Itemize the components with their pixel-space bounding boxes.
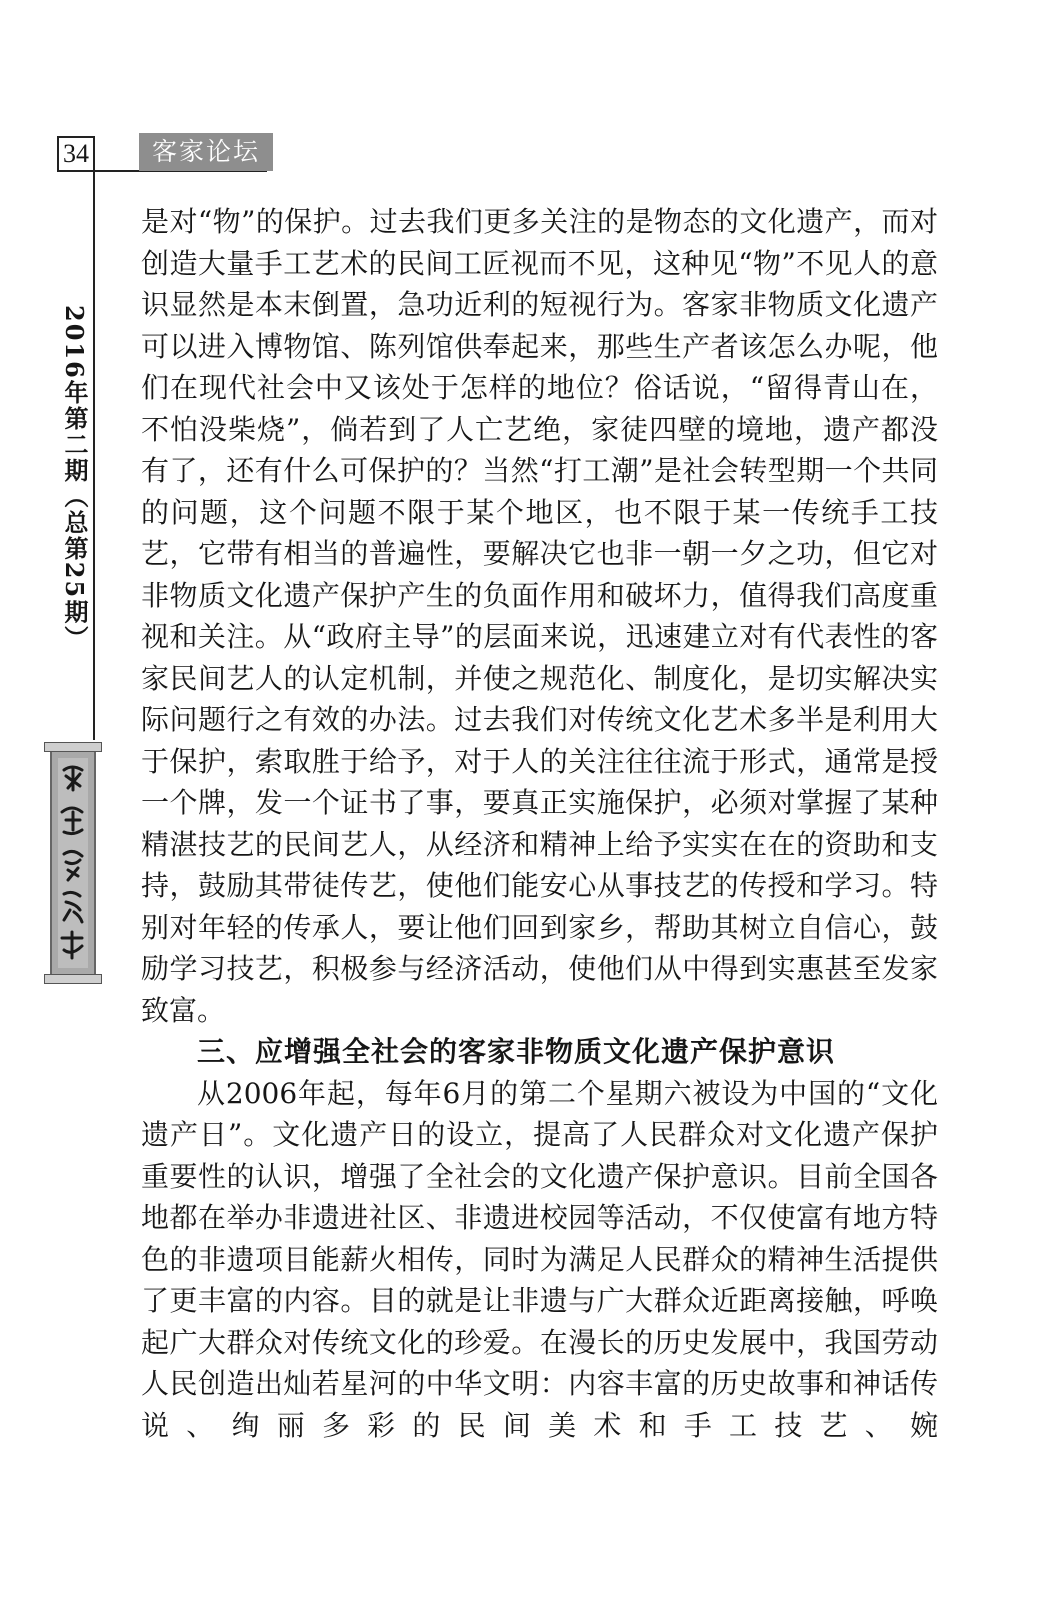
calligraphy-icon bbox=[44, 742, 102, 984]
page-number: 34 bbox=[57, 136, 95, 172]
paragraph: 是对“物”的保护。过去我们更多关注的是物态的文化遗产，而对创造大量手工艺术的民间工匠视而不见，这种见“物”不见人的意识显然是本末倒置，急功近利的短视行为。客家非物质文化遗产可以进入博物馆、陈列馆供奉起来，那些生产者该怎么办呢，他们在现代社会中又该处于怎样的地位？俗话说，“留得青山在，不怕没柴烧”，倘若到了人亡艺绝，家徒四壁的境地，遗产都没有了，还有什么可保护的？当然“打工潮”是社会转型期一个共同的问题，这个问题不限于某个地区，也不限于某一传统手工技艺，它带有相当的普遍性，要解决它也非一朝一夕之功，但它对非物质文化遗产保护产生的负面作用和破坏力，值得我们高度重视和关注。从“政府主导”的层面来说，迅速建立对有代表性的客家民间艺人的认定机制，并使之规范化、制度化，是切实解决实际问题行之有效的办法。过去我们对传统文化艺术多半是利用大于保护，索取胜于给予，对于人的关注往往流于形式，通常是授一个牌，发一个证书了事，要真正实施保护，必须对掌握了某种精湛技艺的民间艺人，从经济和精神上给予实实在在的资助和支持，鼓励其带徒传艺，使他们能安心从事技艺的传授和学习。特别对年轻的传承人，要让他们回到家乡，帮助其树立自信心，鼓励学习技艺，积极参与经济活动，使他们从中得到实惠甚至发家致富。 bbox=[141, 205, 938, 1027]
calligraphy-seal bbox=[44, 742, 102, 984]
article-body bbox=[141, 201, 938, 1446]
section-title: 客家论坛 bbox=[139, 133, 273, 171]
margin-rule bbox=[93, 150, 95, 740]
section-heading: 三、应增强全社会的客家非物质文化遗产保护意识 bbox=[197, 1035, 836, 1068]
paragraph: 从2006年起，每年6月的第二个星期六被设为中国的“文化遗产日”。文化遗产日的设立，提高了人民群众对文化遗产保护重要性的认识，增强了全社会的文化遗产保护意识。目前全国各地都在举办非遗进社区、非遗进校园等活动，不仅使富有地方特色的非遗项目能薪火相传，同时为满足人民群众的精神生活提供了更丰富的内容。目的就是让非遗与广大群众近距离接触，呼唤起广大群众对传统文化的珍爱。在漫长的历史发展中，我国劳动人民创造出灿若星河的中华文明：内容丰富的历史故事和神话传说、绚丽多彩的民间美术和手工技艺、婉 bbox=[141, 1076, 938, 1442]
issue-label: 2016年第二期（总第25期） bbox=[60, 305, 89, 652]
